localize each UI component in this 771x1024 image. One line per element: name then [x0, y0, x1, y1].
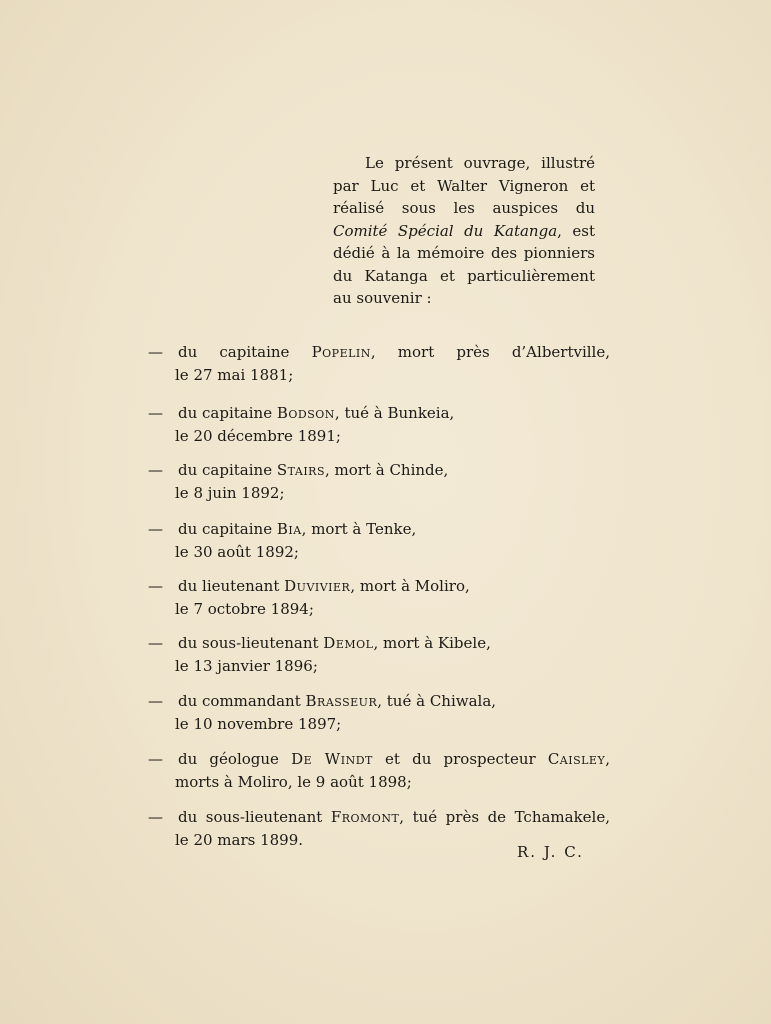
entry-line-2: morts à Moliro, le 9 août 1898;: [175, 772, 412, 791]
entry-name: Bia: [276, 520, 302, 538]
intro-line-5: dédié à la mémoire des pionniers: [333, 244, 595, 262]
dedication-entry: [148, 459, 610, 504]
intro-line-6: du Katanga et particulièrement: [333, 266, 595, 285]
entry-line-2: le 20 mars 1899.: [175, 830, 304, 849]
entry-suffix: , tué à Chiwala,: [377, 692, 497, 710]
entry-suffix: , mort à Tenke,: [301, 520, 417, 538]
entry-dash: —: [148, 750, 163, 768]
entry-line-2: le 13 janvier 1896;: [175, 656, 318, 675]
entry-dash: —: [148, 808, 163, 826]
author-initials: R. J. C.: [517, 843, 584, 861]
entry-suffix: , tué à Bunkeia,: [334, 404, 455, 422]
entry-prefix: du géologue: [178, 750, 292, 768]
intro-line-7: au souvenir :: [333, 289, 432, 307]
entry-suffix: , mort à Kibele,: [373, 634, 491, 652]
entry-name: De Windt: [291, 750, 373, 768]
entry-line-2: le 8 juin 1892;: [175, 483, 285, 502]
dedication-intro: [333, 152, 595, 310]
entry-name: Duvivier: [284, 577, 351, 595]
intro-line-4-tail: , est: [557, 221, 595, 240]
entry-suffix: , mort près d’Albertville,: [370, 343, 611, 361]
entry-prefix: du sous-lieutenant: [178, 808, 331, 826]
dedication-entry: [148, 690, 610, 735]
entry-suffix-2: ,: [605, 750, 611, 768]
entry-line-1: [148, 748, 610, 771]
entry-prefix: du capitaine: [178, 461, 277, 479]
entry-line-2: le 30 août 1892;: [175, 542, 299, 561]
intro-line-3: réalisé sous les auspices du: [333, 199, 595, 217]
entry-prefix: du capitaine: [178, 404, 277, 422]
entry-dash: —: [148, 577, 163, 595]
entry-suffix: , mort à Chinde,: [324, 461, 449, 479]
entry-line-1: [148, 341, 610, 364]
entry-line-1: [148, 575, 610, 598]
intro-line-1: Le présent ouvrage, illustré: [365, 154, 595, 172]
entry-dash: —: [148, 404, 163, 422]
entry-name-2: Caisley: [547, 750, 606, 768]
dedication-entry: [148, 518, 610, 563]
entry-dash: —: [148, 634, 163, 652]
entry-suffix: , tué près de Tchamakele,: [399, 808, 610, 826]
entry-name: Bodson: [276, 404, 335, 422]
dedication-entry: [148, 575, 610, 620]
dedication-entry: [148, 402, 610, 447]
entry-line-1: [148, 632, 610, 655]
dedication-entry: [148, 748, 610, 793]
entry-line-1: [148, 459, 610, 482]
entry-name: Popelin: [311, 343, 371, 361]
entry-line-1: [148, 518, 610, 541]
entry-prefix: du lieutenant: [178, 577, 285, 595]
dedication-entry: [148, 341, 610, 386]
entry-dash: —: [148, 520, 163, 538]
intro-line-4: [333, 220, 595, 243]
entry-line-2: le 20 décembre 1891;: [175, 426, 341, 445]
entry-prefix: du commandant: [178, 692, 306, 710]
entry-prefix: du capitaine: [178, 343, 312, 361]
entry-dash: —: [148, 461, 163, 479]
dedication-entry: [148, 632, 610, 677]
entry-line-2: le 10 novembre 1897;: [175, 714, 342, 733]
entry-prefix: du capitaine: [178, 520, 277, 538]
entry-dash: —: [148, 343, 163, 361]
entry-name: Fromont: [330, 808, 400, 826]
entry-name: Brasseur: [305, 692, 378, 710]
entry-name: Stairs: [276, 461, 325, 479]
entry-suffix: et du prospecteur: [372, 750, 548, 768]
intro-line-2: par Luc et Walter Vigneron et: [333, 176, 595, 195]
entry-line-1: [148, 806, 610, 829]
entry-dash: —: [148, 692, 163, 710]
entry-line-2: le 7 octobre 1894;: [175, 599, 314, 618]
entry-line-1: [148, 690, 610, 713]
intro-committee-name: Comité Spécial du Katanga: [333, 221, 558, 240]
entry-line-1: [148, 402, 478, 425]
entry-prefix: du sous-lieutenant: [178, 634, 324, 652]
entry-name: Demol: [323, 634, 374, 652]
entry-line-2: le 27 mai 1881;: [175, 365, 294, 384]
entry-suffix: , mort à Moliro,: [350, 577, 470, 595]
